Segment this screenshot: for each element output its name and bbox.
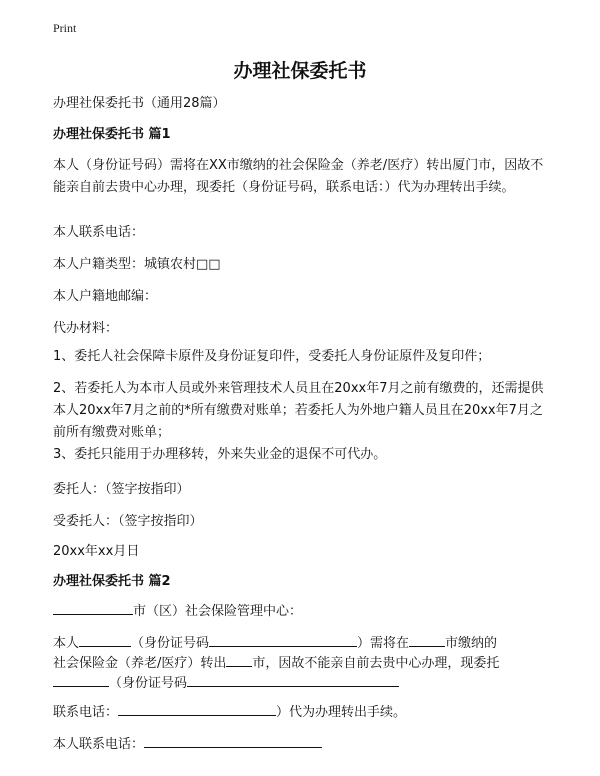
blank-delegatee-id-field [187, 672, 399, 687]
section1-heading: 办理社保委托书 篇1 [53, 127, 171, 142]
request-line-3 [53, 672, 399, 695]
addressee-text: 市（区）社会保险管理中心： [133, 604, 303, 619]
blank-city-field [53, 600, 133, 615]
date-line: 20xx年xx月日 [53, 544, 140, 559]
delegatee-id-label: （身份证号码 [109, 676, 188, 691]
contact-phone-line: 本人联系电话： [53, 225, 145, 240]
blank-id-field [209, 632, 357, 647]
self-contact-label: 本人联系电话： [53, 737, 145, 752]
contact-label: 联系电话： [53, 705, 119, 720]
section1-paragraph: 本人（身份证号码）需将在XX市缴纳的社会保险金（养老/医疗）转出厦门市，因故不能亲自前去贵中心办理，现委托（身份证号码，联系电话：）代为办理转出手续。 [53, 158, 544, 195]
blank-delegatee-name-field [53, 672, 109, 687]
self-contact-line [53, 733, 322, 756]
insurance-transfer-text: 社会保险金（养老/医疗）转出 [53, 656, 227, 671]
blank-target-city-field [226, 652, 252, 667]
material-item-2: 2、若委托人为本市人员或外来管理技术人员且在20xx年7月之前有缴费的，还需提供本人20xx年7月之前的*所有缴费对账单；若委托人为外地户籍人员且在20xx年7月之前所有缴费对账单； [53, 381, 544, 440]
section2-heading: 办理社保委托书 篇2 [53, 574, 171, 589]
blank-contact-field [118, 701, 276, 716]
addressee-line [53, 600, 302, 623]
document-subtitle: 办理社保委托书（通用28篇） [53, 96, 226, 111]
blank-self-contact-field [144, 733, 322, 748]
material-item-3: 3、委托只能用于办理移转，外来失业金的退保不可代办。 [53, 447, 387, 462]
id-label: （身份证号码 [131, 636, 210, 651]
print-link[interactable]: Print [53, 21, 77, 35]
delegatee-signature-line: 受委托人：（签字按指印） [53, 514, 203, 529]
self-label: 本人 [53, 636, 80, 651]
delegator-signature-line: 委托人：（签字按指印） [53, 482, 190, 497]
contact-tail: ）代为办理转出手续。 [276, 705, 407, 720]
contact-line [53, 701, 406, 724]
household-type-line: 本人户籍类型：城镇农村□□ [53, 257, 221, 272]
city-pay-text: 市缴纳的 [445, 636, 498, 651]
blank-name-field [79, 632, 131, 647]
need-text: ）需将在 [357, 636, 410, 651]
blank-origin-city-field [409, 632, 445, 647]
entrust-text: 市，因故不能亲自前去贵中心办理，现委托 [252, 656, 500, 671]
material-item-1: 1、委托人社会保障卡原件及身份证复印件，受委托人身份证原件及复印件； [53, 349, 491, 364]
document-title: 办理社保委托书 [233, 60, 367, 82]
materials-label: 代办材料： [53, 321, 119, 336]
postal-code-line: 本人户籍地邮编： [53, 289, 158, 304]
